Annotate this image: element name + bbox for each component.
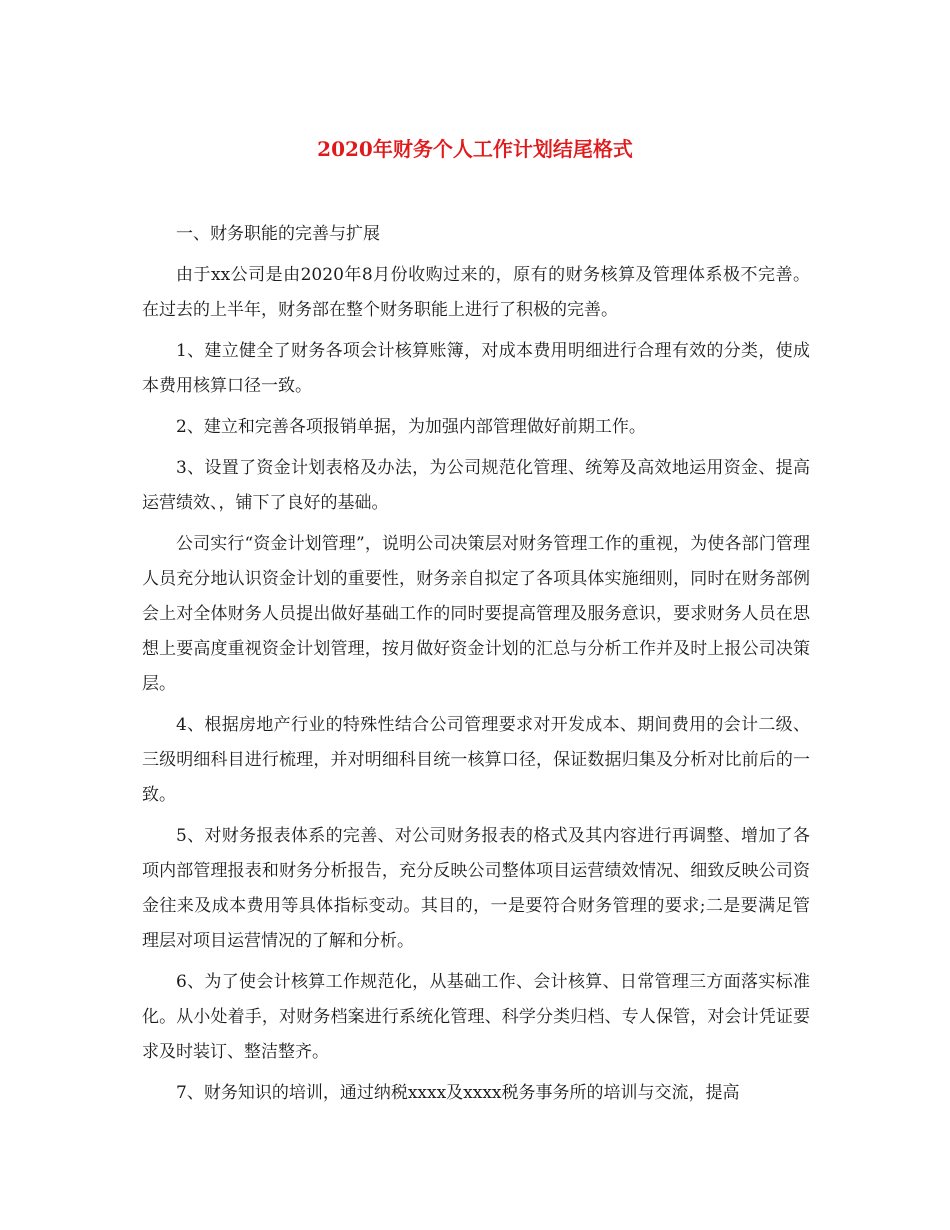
- paragraph: 4、根据房地产行业的特殊性结合公司管理要求对开发成本、期间费用的会计二级、三级明细科目进行梳理，并对明细科目统一核算口径，保证数据归集及分析对比前后的一致。: [142, 715, 810, 805]
- paragraph: 公司实行“资金计划管理”，说明公司决策层对财务管理工作的重视，为使各部门管理人员充分地认识资金计划的重要性，财务亲自拟定了各项具体实施细则，同时在财务部例会上对全体财务人员提出做好基础工作的同时要提高管理及服务意识，要求财务人员在思想上要高度重视资金计划管理，按月做好资金计划的汇总与分析工作并及时上报公司决策层。: [142, 534, 810, 694]
- paragraph: 1、建立健全了财务各项会计核算账簿，对成本费用明细进行合理有效的分类，使成本费用核算口径一致。: [142, 341, 810, 396]
- paragraph: 2、建立和完善各项报销单据，为加强内部管理做好前期工作。: [176, 417, 646, 437]
- paragraph: 7、财务知识的培训，通过纳税xxxx及xxxx税务事务所的培训与交流，提高: [176, 1083, 740, 1103]
- paragraph: 6、为了使会计核算工作规范化，从基础工作、会计核算、日常管理三方面落实标准化。从小处着手，对财务档案进行系统化管理、科学分类归档、专人保管，对会计凭证要求及时装订、整洁整齐。: [142, 972, 810, 1062]
- paragraph: 由于xx公司是由2020年8月份收购过来的，原有的财务核算及管理体系极不完善。在过去的上半年，财务部在整个财务职能上进行了积极的完善。: [142, 265, 810, 320]
- section-heading: 一、财务职能的完善与扩展: [176, 224, 380, 244]
- document-body: [142, 217, 810, 1117]
- document-title: 2020年财务个人工作计划结尾格式: [317, 137, 633, 161]
- paragraph: 5、对财务报表体系的完善、对公司财务报表的格式及其内容进行再调整、增加了各项内部管理报表和财务分析报告，充分反映公司整体项目运营绩效情况、细致反映公司资金往来及成本费用等具体指标变动。其目的，一是要符合财务管理的要求;二是要满足管理层对项目运营情况的了解和分析。: [142, 826, 810, 951]
- paragraph: 3、设置了资金计划表格及办法，为公司规范化管理、统筹及高效地运用资金、提高运营绩效、，铺下了良好的基础。: [142, 458, 810, 513]
